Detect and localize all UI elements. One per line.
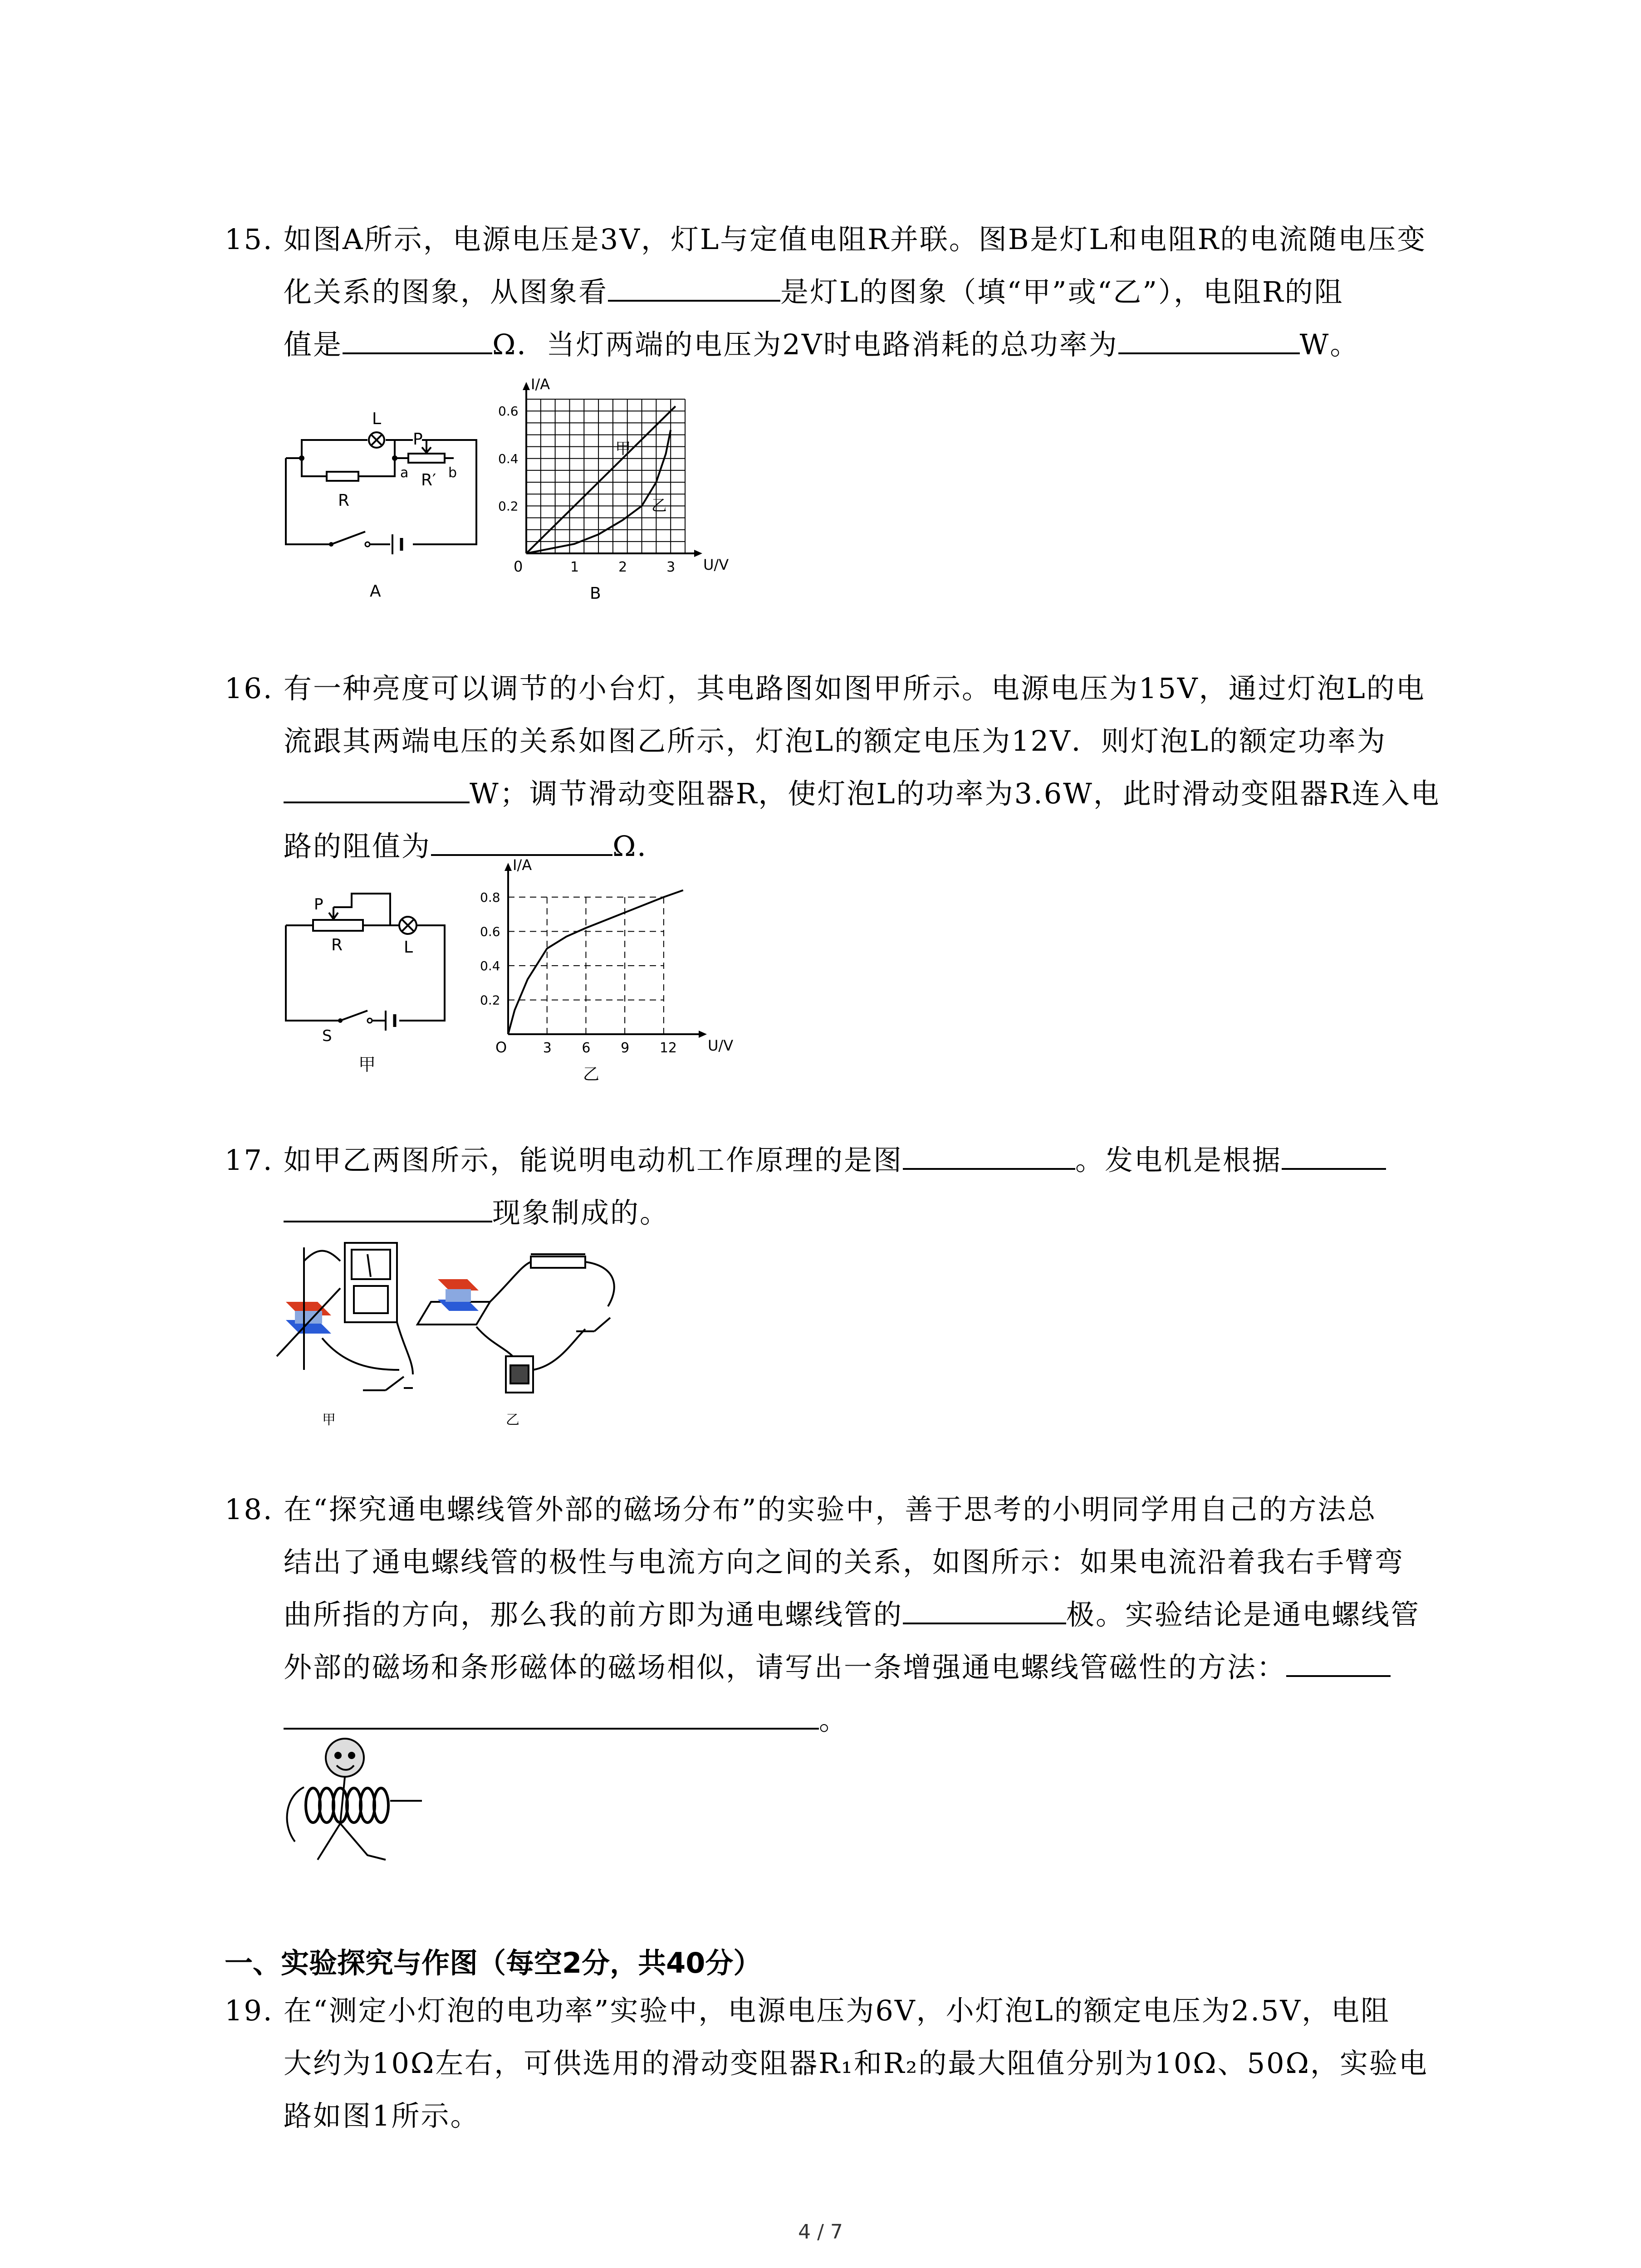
series-label: 乙 [651,496,667,515]
y-axis-arrow [523,382,530,390]
x-axis-label: U/V [708,1037,734,1054]
y-tick-label: 0.2 [498,499,519,514]
y-tick-label: 0.4 [498,451,519,466]
question-19 [225,1984,1450,2142]
q18-number: 18. [225,1493,274,1526]
y-tick-label: 0.2 [480,992,500,1008]
answer-blank[interactable] [284,1193,492,1222]
answer-blank[interactable] [1118,325,1300,354]
origin-label: 0 [514,558,523,575]
q19-line2: 大约为10Ω左右，可供选用的滑动变阻器R₁和R₂的最大阻值分别为10Ω、50Ω，实验电 [284,2047,1428,2080]
y-tick-label: 0.4 [480,958,500,973]
y-tick-label: 0.8 [480,890,500,905]
x-tick-label: 12 [659,1040,677,1056]
question-18 [225,1483,1450,1746]
series-line [526,406,676,553]
q16-line2: 流跟其两端电压的关系如图乙所示，灯泡L的额定电压为12V．则灯泡L的额定功率为 [284,724,1387,758]
y-axis-label: I/A [531,376,550,393]
q16-line4: 路的阻值为 Ω． [225,820,1450,873]
q16-number: 16. [225,672,274,705]
section-header: 一、实验探究与作图（每空2分，共40分） [225,1946,762,1980]
q16-line3: W；调节滑动变阻器R，使灯泡L的功率为3.6W，此时滑动变阻器R连入电 [225,767,1450,820]
label-R: R [331,936,343,954]
q19-number: 19. [225,1994,274,2027]
x-tick-label: 1 [570,559,579,575]
series-label: 甲 [615,440,631,458]
q17-line2: 现象制成的。 [225,1187,1450,1239]
caption-jia: 甲 [322,1412,336,1428]
solenoid-icon [306,1788,388,1823]
question-15 [225,213,1450,371]
origin-label: O [495,1039,507,1056]
label-b: b [448,465,457,481]
answer-blank[interactable] [903,1595,1066,1624]
q17-line1: 17. 如甲乙两图所示，能说明电动机工作原理的是图 。发电机是根据 [225,1134,1450,1187]
q16-circuit-diagram-jia [277,889,467,1080]
answer-blank[interactable] [903,1141,1075,1170]
q18-line2: 结出了通电螺线管的极性与电流方向之间的关系，如图所示：如果电流沿着我右手臂弯 [284,1545,1405,1579]
q19-line3: 路如图1所示。 [284,2099,480,2132]
caption-A: A [370,582,381,601]
answer-blank[interactable] [343,325,492,354]
q15-line1: 15. 如图A所示，电源电压是3V，灯L与定值电阻R并联。图B是灯L和电阻R的电流随电压变 [225,213,1450,266]
x-tick-label: 6 [582,1040,591,1056]
q15-chart-b [499,363,753,617]
answer-blank[interactable] [431,827,612,856]
q15-circuit-diagram-a [277,399,490,608]
y-axis-arrow [505,863,512,871]
answer-blank[interactable] [1282,1141,1386,1170]
answer-blank[interactable] [284,1701,819,1730]
q16-chart-yi [472,853,734,1089]
label-L: L [404,938,413,957]
x-tick-label: 3 [543,1040,552,1056]
x-tick-label: 3 [666,559,676,575]
q18-line3: 曲所指的方向，那么我的前方即为通电螺线管的 极。实验结论是通电螺线管 [225,1589,1450,1641]
label-L: L [372,410,382,428]
q18-line4: 外部的磁场和条形磁体的磁场相似，请写出一条增强通电螺线管磁性的方法： [225,1641,1450,1694]
label-R: R [338,491,350,510]
chart-caption: 乙 [583,1065,600,1084]
label-P: P [314,895,323,914]
y-axis-label: I/A [513,856,532,874]
label-Rprime: R′ [421,471,436,489]
q17-number: 17. [225,1144,274,1177]
label-S: S [322,1027,332,1045]
label-a: a [400,465,409,481]
q15-line2: 化关系的图象，从图象看 是灯L的图象（填“甲”或“乙”），电阻R的阻 [225,266,1450,318]
q15-number: 15. [225,223,274,256]
q18-line5: 。 [225,1694,1450,1746]
page-number: 4 / 7 [798,2220,843,2244]
y-tick-label: 0.6 [480,924,500,939]
question-16 [225,662,1450,873]
magnet-icon [438,1279,479,1311]
caption-yi: 乙 [506,1412,519,1428]
label-P: P [413,430,423,449]
x-axis-arrow [699,1031,707,1038]
answer-blank[interactable] [1286,1648,1391,1677]
q16-line1: 16. 有一种亮度可以调节的小台灯，其电路图如图甲所示。电源电压为15V，通过灯泡L的电 [225,662,1450,715]
x-axis-arrow [694,550,702,557]
x-tick-label: 9 [621,1040,630,1056]
q19-line1: 19. 在“测定小灯泡的电功率”实验中，电源电压为6V，小灯泡L的额定电压为2.5V，电阻 [225,1984,1450,2037]
chart-caption: B [590,584,601,603]
magnet-icon [286,1302,331,1334]
x-axis-label: U/V [703,556,729,573]
answer-blank[interactable] [284,774,470,803]
q18-solenoid-figure [277,1733,440,1887]
caption-jia: 甲 [358,1055,376,1075]
q17-experiment-figures [277,1234,662,1433]
q15-line3: 值是 Ω．当灯两端的电压为2V时电路消耗的总功率为 W。 [225,318,1450,371]
answer-blank[interactable] [608,273,780,302]
y-tick-label: 0.6 [498,404,519,419]
q18-line1: 18. 在“探究通电螺线管外部的磁场分布”的实验中，善于思考的小明同学用自己的方法总 [225,1483,1450,1536]
series-line [508,890,683,1034]
x-tick-label: 2 [618,559,627,575]
question-17 [225,1134,1450,1239]
